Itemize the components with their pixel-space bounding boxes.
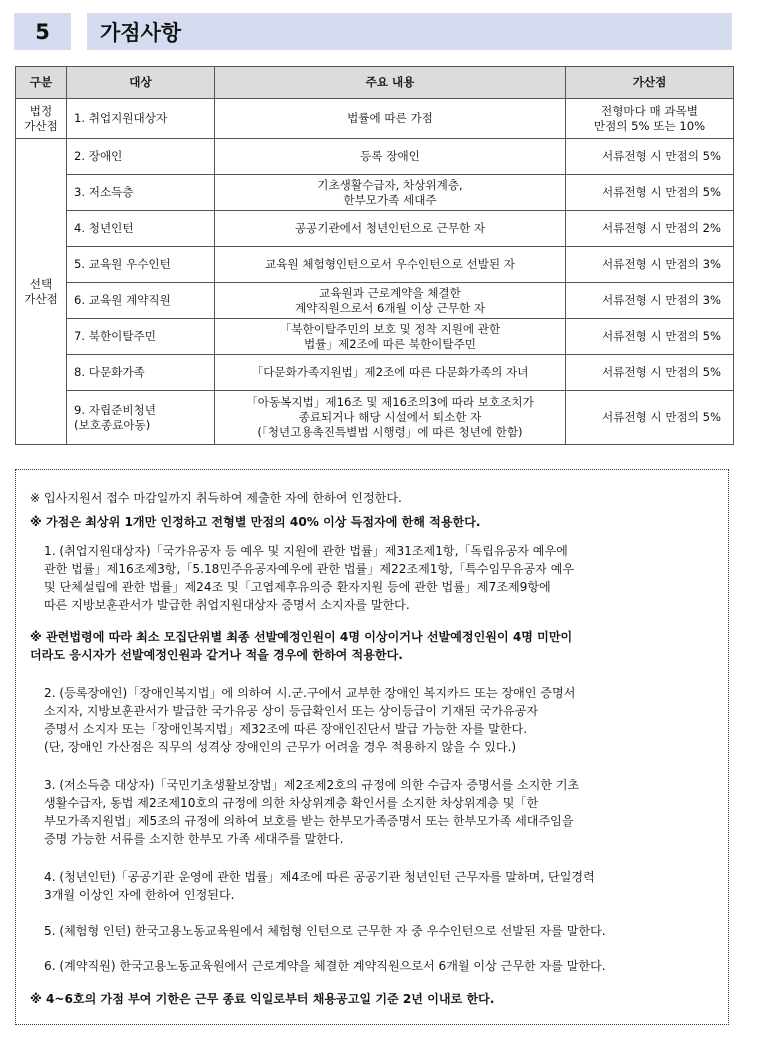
note-item-5: 5. (체험형 인턴) 한국고용노동교육원에서 체험형 인턴으로 근무한 자 중 우수인턴으로 선발된 자를 말한다. xyxy=(44,924,606,938)
header-target: 대상 xyxy=(67,67,215,99)
bonus-points-table xyxy=(15,66,734,445)
section-title: 가점사항 xyxy=(87,13,732,50)
table-header-row xyxy=(16,67,734,99)
group-legal: 법정 가산점 xyxy=(16,99,67,139)
row-target: 6. 교육원 계약직원 xyxy=(67,283,215,319)
table-row xyxy=(16,319,734,355)
row-content: 법률에 따른 가점 xyxy=(215,99,566,139)
row-points: 전형마다 매 과목별 만점의 5% 또는 10% xyxy=(566,99,734,139)
row-target: 1. 취업지원대상자 xyxy=(67,99,215,139)
row-points: 서류전형 시 만점의 3% xyxy=(566,247,734,283)
row-target: 9. 자립준비청년 (보호종료아동) xyxy=(67,391,215,445)
table-row xyxy=(16,99,734,139)
section-number: 5 xyxy=(14,13,71,50)
row-content: 교육원과 근로계약을 체결한 계약직원으로서 6개월 이상 근무한 자 xyxy=(215,283,566,319)
row-content: 「아동복지법」제16조 및 제16조의3에 따라 보호조치가 종료되거나 해당 시설에서 퇴소한 자 (「청년고용촉진특별법 시행령」에 따른 청년에 한함) xyxy=(215,391,566,445)
row-content: 등록 장애인 xyxy=(215,139,566,175)
header-content: 주요 내용 xyxy=(215,67,566,99)
note-submission: ※ 입사지원서 접수 마감일까지 취득하여 제출한 자에 한하여 인정한다. xyxy=(30,491,402,505)
table-row xyxy=(16,211,734,247)
note-deadline: ※ 4~6호의 가점 부여 기한은 근무 종료 익일로부터 채용공고일 기준 2년 이내로 한다. xyxy=(30,992,495,1006)
row-target: 8. 다문화가족 xyxy=(67,355,215,391)
row-points: 서류전형 시 만점의 5% xyxy=(566,139,734,175)
table-row xyxy=(16,391,734,445)
row-target: 4. 청년인턴 xyxy=(67,211,215,247)
row-points: 서류전형 시 만점의 5% xyxy=(566,175,734,211)
row-content: 교육원 체험형인턴으로서 우수인턴으로 선발된 자 xyxy=(215,247,566,283)
row-content: 기초생활수급자, 차상위계층, 한부모가족 세대주 xyxy=(215,175,566,211)
note-item-3: 3. (저소득층 대상자)「국민기초생활보장법」제2조제2호의 규정에 의한 수급자 증명서를 소지한 기초 생활수급자, 동법 제2조제10호의 규정에 의한 차상위계층 확인서를 소지한 차상위계층 및「한 부모가족지원법」제5조의 규정에 의하여 보호를 받는 한부모가족증명서 또는 한부모가족 세대주임을 증명 가능한 서류를 소지한 한부모 가족 세대주를 말한다. xyxy=(44,778,580,846)
row-target: 2. 장애인 xyxy=(67,139,215,175)
notes-box xyxy=(15,469,729,1025)
row-points: 서류전형 시 만점의 2% xyxy=(566,211,734,247)
note-item-4: 4. (청년인턴)「공공기관 운영에 관한 법률」제4조에 따른 공공기관 청년인턴 근무자를 말하며, 단일경력 3개월 이상인 자에 한하여 인정된다. xyxy=(44,870,595,902)
row-points: 서류전형 시 만점의 5% xyxy=(566,391,734,445)
row-content: 공공기관에서 청년인턴으로 근무한 자 xyxy=(215,211,566,247)
table-row xyxy=(16,247,734,283)
table-row xyxy=(16,139,734,175)
note-item-2: 2. (등록장애인)「장애인복지법」에 의하여 시.군.구에서 교부한 장애인 복지카드 또는 장애인 증명서 소지자, 지방보훈관서가 발급한 국가유공 상이 등급확인서 또는 상이등급이 기재된 국가유공자 증명서 소지자 또는「장애인복지법」제32조에 따른 장애인진단서 발급 가능한 자를 말한다. (단, 장애인 가산점은 직무의 성격상 장애인의 근무가 어려울 경우 적용하지 않을 수 있다.) xyxy=(44,686,576,754)
row-content: 「다문화가족지원법」제2조에 따른 다문화가족의 자녀 xyxy=(215,355,566,391)
table-row xyxy=(16,355,734,391)
section-header xyxy=(14,13,732,50)
row-points: 서류전형 시 만점의 5% xyxy=(566,319,734,355)
row-points: 서류전형 시 만점의 3% xyxy=(566,283,734,319)
header-points: 가산점 xyxy=(566,67,734,99)
row-target: 7. 북한이탈주민 xyxy=(67,319,215,355)
note-item-1: 1. (취업지원대상자)「국가유공자 등 예우 및 지원에 관한 법률」제31조제1항,「독립유공자 예우에 관한 법률」제16조제3항,「5.18민주유공자예우에 관한 법률」제22조제1항,「특수임무유공자 예우 및 단체설립에 관한 법률」제24조 및「고엽제후유의증 환자지원 등에 관한 법률」제7조제9항에 따른 지방보훈관서가 발급한 취업지원대상자 증명서 소지자를 말한다. xyxy=(44,544,575,612)
row-points: 서류전형 시 만점의 5% xyxy=(566,355,734,391)
note-item-6: 6. (계약직원) 한국고용노동교육원에서 근로계약을 체결한 계약직원으로서 6개월 이상 근무한 자를 말한다. xyxy=(44,959,606,973)
group-optional: 선택 가산점 xyxy=(16,139,67,445)
table-row xyxy=(16,283,734,319)
note-legal-condition: ※ 관련법령에 따라 최소 모집단위별 최종 선발예정인원이 4명 이상이거나 선발예정인원이 4명 미만이 더라도 응시자가 선발예정인원과 같거나 적을 경우에 한하여 적용한다. xyxy=(30,630,573,662)
row-target: 3. 저소득층 xyxy=(67,175,215,211)
header-category: 구분 xyxy=(16,67,67,99)
row-target: 5. 교육원 우수인턴 xyxy=(67,247,215,283)
table-row xyxy=(16,175,734,211)
row-content: 「북한이탈주민의 보호 및 정착 지원에 관한 법률」제2조에 따른 북한이탈주민 xyxy=(215,319,566,355)
note-top-one-only: ※ 가점은 최상위 1개만 인정하고 전형별 만점의 40% 이상 득점자에 한해 적용한다. xyxy=(30,515,481,529)
